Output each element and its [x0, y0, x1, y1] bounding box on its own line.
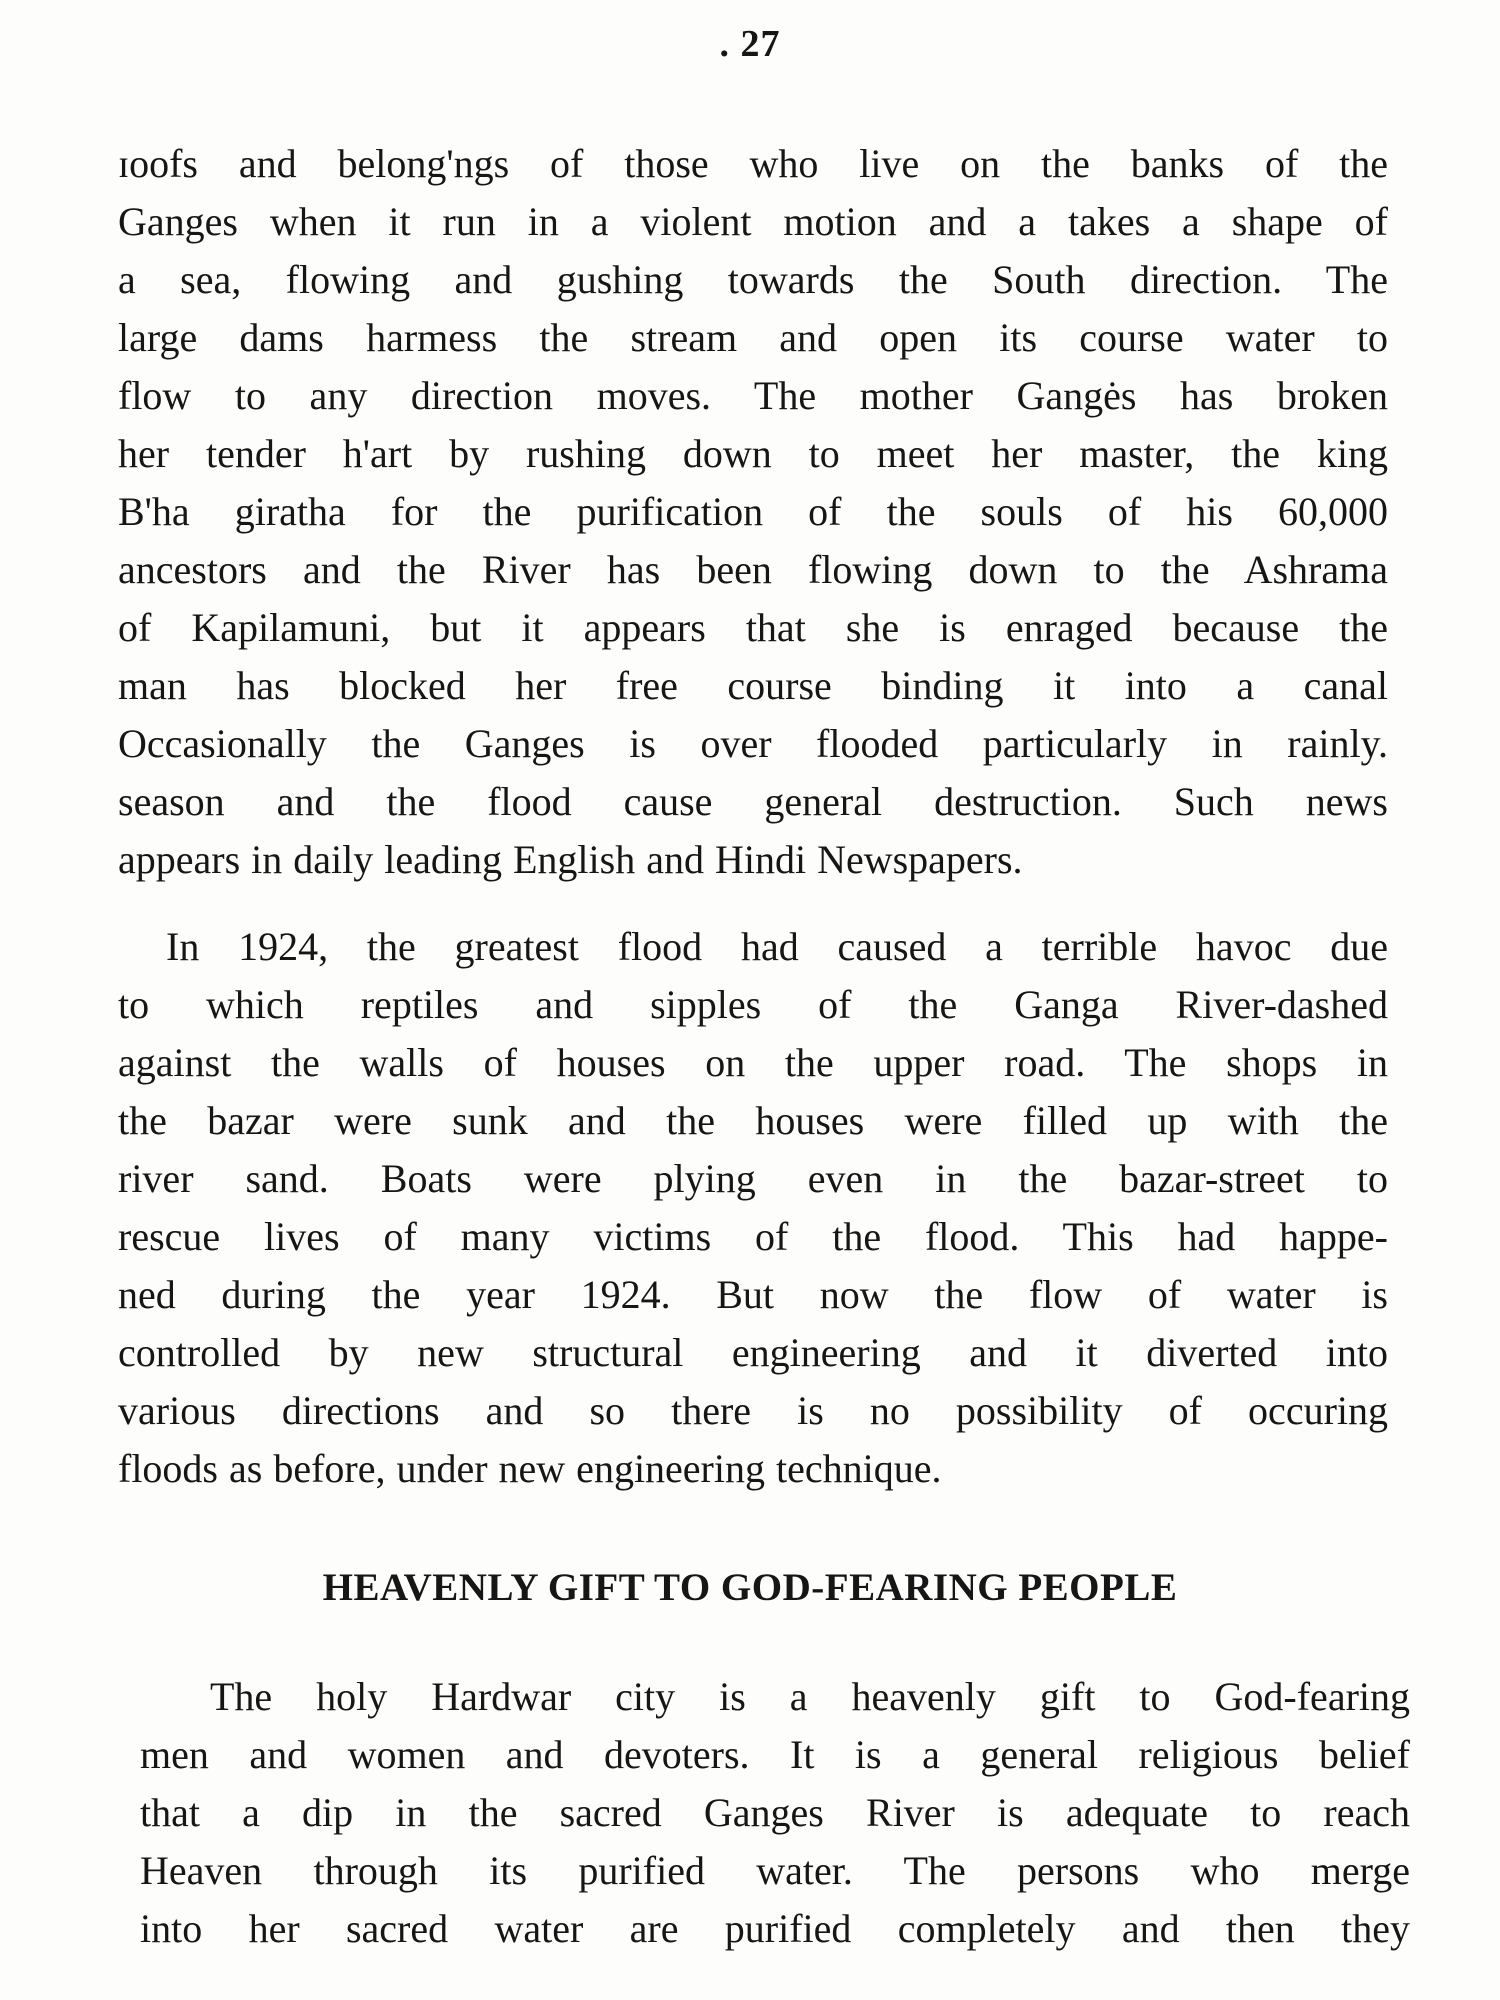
paragraph-ganges-banks	[118, 135, 1388, 889]
text-line: season and the flood cause general destruction. Such news	[118, 779, 1388, 824]
paragraph-1924-flood	[118, 918, 1388, 1498]
text-line: Ganges when it run in a violent motion and a takes a shape of	[118, 199, 1388, 244]
page-number: . 27	[719, 23, 781, 65]
text-line: ancestors and the River has been flowing down to the Ashrama	[118, 547, 1388, 592]
text-line: controlled by new structural engineering and it diverted into	[118, 1330, 1388, 1375]
text-line: man has blocked her free course binding it into a canal	[118, 663, 1388, 708]
text-line: In 1924, the greatest flood had caused a terrible havoc due	[166, 924, 1388, 969]
text-line: Occasionally the Ganges is over flooded particularly in rainly.	[118, 721, 1388, 766]
text-line: ned during the year 1924. But now the flow of water is	[118, 1272, 1388, 1317]
paragraph-heavenly-gift	[140, 1668, 1410, 1958]
text-line: appears in daily leading English and Hindi Newspapers.	[118, 837, 1023, 882]
text-line: into her sacred water are purified completely and then they	[140, 1906, 1410, 1951]
section-heading: HEAVENLY GIFT TO GOD-FEARING PEOPLE	[322, 1566, 1178, 1609]
text-line: various directions and so there is no possibility of occuring	[118, 1388, 1388, 1433]
text-line: the bazar were sunk and the houses were filled up with the	[118, 1098, 1388, 1143]
text-line: Heaven through its purified water. The persons who merge	[140, 1848, 1410, 1893]
text-line: ɪoofs and belong'ngs of those who live on the banks of the	[118, 141, 1388, 186]
text-line: flow to any direction moves. The mother Gangės has broken	[118, 373, 1388, 418]
text-line: floods as before, under new engineering technique.	[118, 1446, 942, 1491]
text-line: a sea, flowing and gushing towards the South direction. The	[118, 257, 1388, 302]
text-line: large dams harmess the stream and open its course water to	[118, 315, 1388, 360]
text-line: rescue lives of many victims of the flood. This had happe-	[118, 1214, 1388, 1259]
text-line: The holy Hardwar city is a heavenly gift to God-fearing	[210, 1674, 1410, 1719]
text-line: B'ha giratha for the purification of the souls of his 60,000	[118, 489, 1388, 534]
text-line: against the walls of houses on the upper road. The shops in	[118, 1040, 1388, 1085]
text-line: her tender h'art by rushing down to meet her master, the king	[118, 431, 1388, 476]
text-line: that a dip in the sacred Ganges River is adequate to reach	[140, 1790, 1410, 1835]
text-line: river sand. Boats were plying even in the bazar-street to	[118, 1156, 1388, 1201]
text-line: men and women and devoters. It is a general religious belief	[140, 1732, 1410, 1777]
text-line: of Kapilamuni, but it appears that she is enraged because the	[118, 605, 1388, 650]
text-line: to which reptiles and sipples of the Ganga River-dashed	[118, 982, 1388, 1027]
